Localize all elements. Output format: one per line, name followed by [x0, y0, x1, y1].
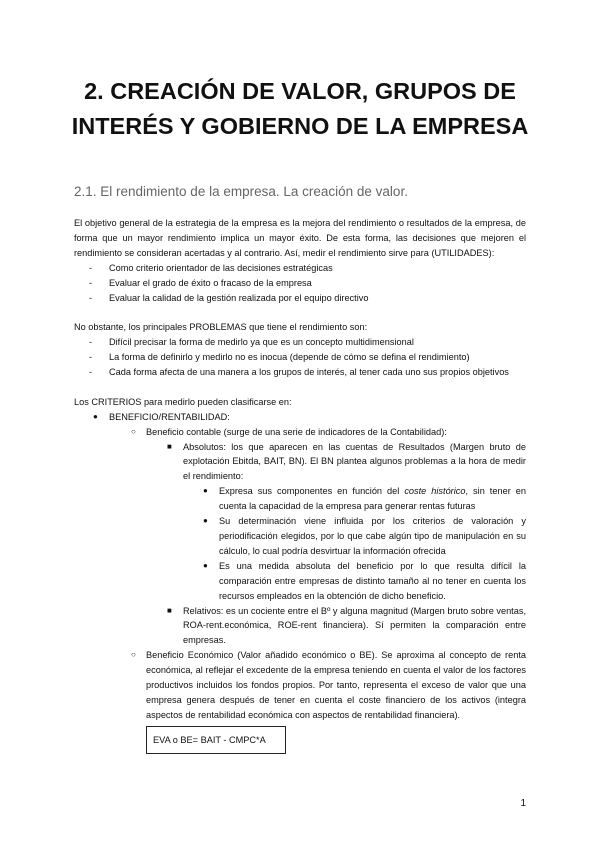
document-body [74, 216, 526, 723]
list-item: - Evaluar el grado de éxito o fracaso de la empresa [74, 276, 526, 291]
bn-problema-3: ● Es una medida absoluta del beneficio por lo que resulta difícil la comparación entre empresas de distinto tamaño al no tener en cuenta los recursos empleados en la obtención de dicho beneficio. [203, 560, 526, 601]
list-item: - Difícil precisar la forma de medirlo ya que es un concepto multidimensional [74, 335, 526, 350]
absolutos-item: ■ Absolutos: los que aparecen en las cuentas de Resultados (Margen bruto de explotación Ebitda, BAIT, BN). El BN plantea algunos problemas a la hora de medir el rendimiento: [167, 441, 526, 482]
square-bullet-icon: ■ [167, 605, 172, 615]
problemas-intro: No obstante, los principales PROBLEMAS que tiene el rendimiento son: [74, 322, 368, 333]
circle-bullet-icon: ○ [131, 650, 136, 660]
page-title: 2. CREACIÓN DE VALOR, GRUPOS DE INTERÉS Y GOBIERNO DE LA EMPRESA [71, 78, 529, 139]
bullet-icon: ● [203, 486, 208, 496]
list-item: - Evaluar la calidad de la gestión realizada por el equipo directivo [74, 291, 526, 306]
list-item: - La forma de definirlo y medirlo no es inocua (depende de cómo se defina el rendimiento) [74, 350, 526, 365]
circle-bullet-icon: ○ [131, 426, 136, 436]
bn-problema-2: ● Su determinación viene influida por los criterios de valoración y periodificación elegidos, por lo que cabe algún tipo de manipulación en su cálculo, lo cual podría desvirtuar la información ofrecida [203, 516, 526, 556]
beneficio-economico: ○ Beneficio Económico (Valor añadido económico o BE). Se aproxima al concepto de renta económica, al reflejar el excedente de la empresa teniendo en cuenta el valor de los factores productivos incluidos los fondos propios. Por tanto, representa el exceso de valor que una empresa genera después de tener en cuenta el coste financiero de los activos (integra aspectos de rentabilidad económica con aspectos de rentabilidad financiera). [131, 650, 526, 720]
intro-paragraph: El objetivo general de la estrategia de la empresa es la mejora del rendimiento o resultados de la empresa, de forma que un mayor rendimiento implica un mayor éxito. De esta forma, las decisiones que mejoren el rendimiento se consideran acertadas y al contrario. Así, medir el rendimiento sirve para (UTILIDADES): [74, 218, 526, 258]
list-item: - Cada forma afecta de una manera a los grupos de interés, al tener cada uno sus propios objetivos [74, 365, 526, 380]
list-item: - Como criterio orientador de las decisiones estratégicas [74, 261, 526, 276]
section-heading: 2.1. El rendimiento de la empresa. La creación de valor. [74, 184, 408, 199]
formula-box: EVA o BE= BAIT - CMPC*A [146, 726, 286, 754]
page-number: 1 [520, 798, 526, 809]
utilidades-list [74, 261, 526, 306]
bullet-icon: ● [93, 411, 98, 421]
square-bullet-icon: ■ [167, 441, 172, 451]
bullet-icon: ● [203, 560, 208, 570]
relativos-item: ■ Relativos: es un cociente entre el Bº y alguna magnitud (Margen bruto sobre ventas, ROA-rent.económica, ROE-rent financiera). Sí permiten la comparación entre empresas. [167, 605, 526, 646]
bn-problema-1: ● Expresa sus componentes en función del coste histórico, sin tener en cuenta la capacidad de la empresa para generar rentas futuras [203, 486, 526, 512]
beneficio-contable: ○ Beneficio contable (surge de una serie de indicadores de la Contabilidad): [146, 425, 526, 440]
problemas-list [74, 335, 526, 380]
bullet-icon: ● [203, 516, 208, 526]
criterio-beneficio-rentabilidad: ● BENEFICIO/RENTABILIDAD: [109, 410, 526, 425]
criterios-intro: Los CRITERIOS para medirlo pueden clasificarse en: [74, 396, 292, 407]
